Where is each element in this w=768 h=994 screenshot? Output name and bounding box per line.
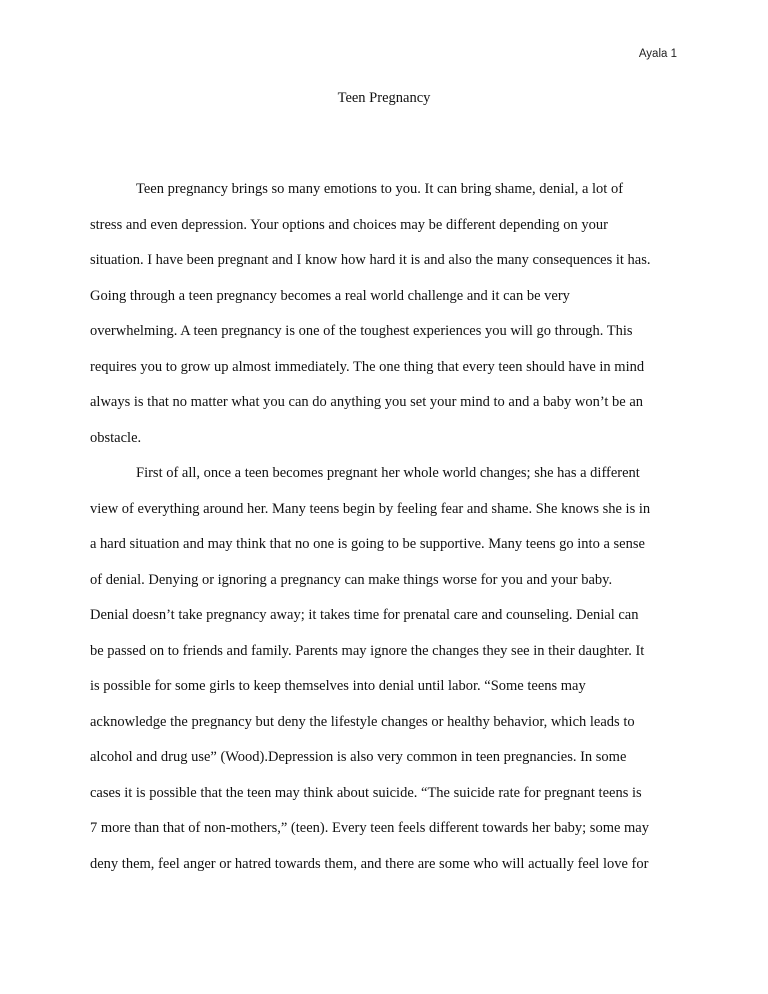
text-line: overwhelming. A teen pregnancy is one of the toughest experiences you will go through. This <box>90 323 633 339</box>
text-line: 7 more than that of non-mothers,” (teen). Every teen feels different towards her baby; some may <box>90 820 649 836</box>
document-title: Teen Pregnancy <box>337 90 431 106</box>
text-line: a hard situation and may think that no one is going to be supportive. Many teens go into a sense <box>90 536 645 552</box>
text-line: always is that no matter what you can do anything you set your mind to and a baby won’t be an <box>90 394 644 410</box>
page-number: Ayala 1 <box>638 48 677 60</box>
text-line: cases it is possible that the teen may think about suicide. “The suicide rate for pregnant teens is <box>90 784 642 801</box>
text-line: acknowledge the pregnancy but deny the lifestyle changes or healthy behavior, which leads to <box>90 713 635 730</box>
text-line: Going through a teen pregnancy becomes a real world challenge and it can be very <box>90 287 570 304</box>
paragraph-1 <box>90 180 651 464</box>
text-line: be passed on to friends and family. Parents may ignore the changes they see in their daughter. It <box>90 642 645 659</box>
text-line: situation. I have been pregnant and I know how hard it is and also the many consequences it has. <box>90 252 651 268</box>
paragraph-2 <box>90 464 651 890</box>
text-line: of denial. Denying or ignoring a pregnancy can make things worse for you and your baby. <box>90 571 613 588</box>
text-line: view of everything around her. Many teens begin by feeling fear and shame. She knows she is in <box>90 500 651 517</box>
text-line: obstacle. <box>90 429 142 446</box>
document-body <box>90 180 651 890</box>
text-line: Teen pregnancy brings so many emotions to you. It can bring shame, denial, a lot of <box>136 181 624 197</box>
text-line: requires you to grow up almost immediately. The one thing that every teen should have in mind <box>90 358 645 375</box>
text-line: Denial doesn’t take pregnancy away; it takes time for prenatal care and counseling. Denial can <box>90 607 639 623</box>
text-line: stress and even depression. Your options and choices may be different depending on your <box>90 216 608 233</box>
text-line: alcohol and drug use” (Wood).Depression is also very common in teen pregnancies. In some <box>90 749 627 765</box>
text-line: First of all, once a teen becomes pregnant her whole world changes; she has a different <box>136 465 640 481</box>
text-line: is possible for some girls to keep themselves into denial until labor. “Some teens may <box>90 678 586 694</box>
text-line: deny them, feel anger or hatred towards them, and there are some who will actually feel love for <box>90 855 649 872</box>
